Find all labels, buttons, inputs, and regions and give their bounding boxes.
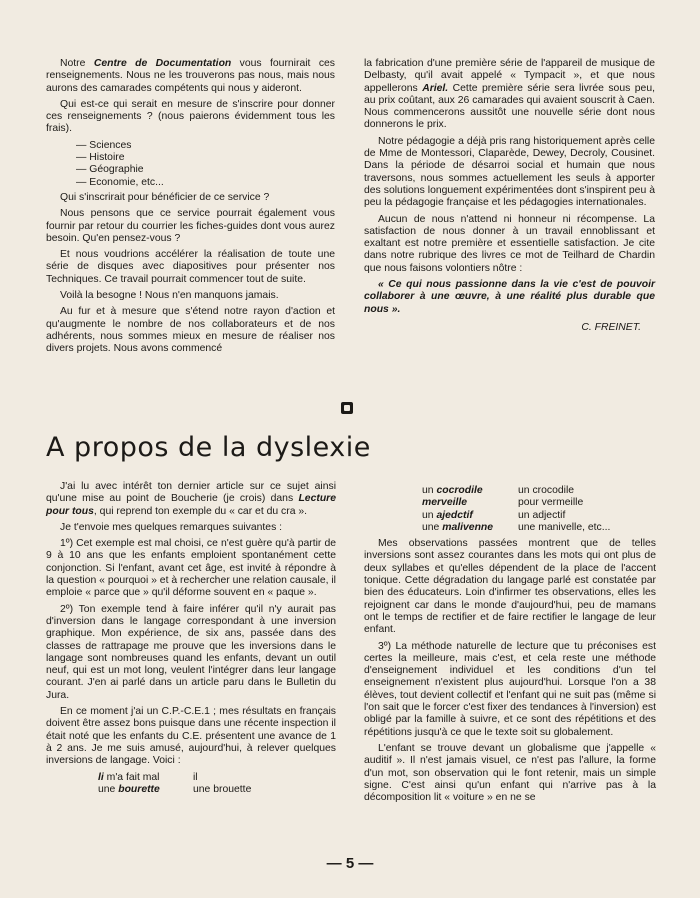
paragraph: Qui s'inscrirait pour bénéficier de ce service ? — [60, 191, 270, 203]
paragraph: Mes observations passées montrent que de telles inversions sont assez courantes dans les mots qui ont plus de deux syllabes et qu'elles dépendent de la place de l'accent tonique. Cette dégradation du langage parlé est constatée par bien des éducateurs. Loin d'infirmer tes observations, elles les rejoignent car dans le monde d'aujourd'hui, peu de mamans ont le temps de rectifier et de faire rectifier le langage de leur enfant. — [364, 538, 656, 636]
text: J'ai lu avec intérêt ton dernier article sur ce sujet ainsi qu'une mise au point de Boucherie (je crois) dans — [46, 481, 336, 505]
table-row — [422, 485, 610, 497]
table-cell — [422, 485, 518, 497]
inversion-table — [98, 772, 251, 797]
table-cell: pour vermeille — [518, 497, 584, 509]
quote: « Ce qui nous passionne dans la vie c'est de pouvoir collaborer à une œuvre, à une réalité plus durable que nous ». — [364, 279, 655, 315]
inversion-table — [422, 485, 610, 534]
table-row — [98, 772, 251, 784]
text: Notre — [60, 58, 94, 69]
table-row — [422, 522, 610, 534]
text: la fabrication d'une première série de l'appareil de musique de Delbasty, qu'il avait appelé « Tympacit », et que nous appellerons — [364, 58, 655, 94]
article1-right-column — [364, 58, 655, 334]
table-cell: il — [193, 771, 198, 783]
table-cell — [98, 772, 193, 784]
paragraph: 1º) Cet exemple est mal choisi, ce n'est guère qu'à partir de 9 à 10 ans que les enfants emploient spontanément cette conjonction. Si l'enfant, avant cet âge, est invité à répondre à la question « pourquoi » et à rechercher une relation causale, il emploie « parce que » qu'il déforme souvent en « paque ». — [46, 538, 336, 599]
table-cell — [422, 497, 518, 509]
paragraph: 2º) Ton exemple tend à faire inférer qu'il n'y aurait pas d'inversion dans le langage correspondant à une inversion graphique. Mon expérience, de six ans, passée dans des classes de rattrapage me prouve que les inversions dans le langage sont nombreuses quand les enfants, devant un outil neuf, qui est un mot long, veulent l'intégrer dans leur langage courant. J'en ai parlé dans un article paru dans le Bulletin du Jura. — [46, 603, 336, 701]
inverted-word: malivenne — [442, 521, 494, 533]
text: Cette première série sera livrée sous peu, au prix coûtant, aux 26 camarades qui avaient souscrit à Caen. Nous commencerons aussitôt une nouvelle série dont nous donnerons le prix. — [364, 82, 655, 131]
table-cell — [422, 510, 518, 522]
inverted-word: cocrodile — [436, 485, 483, 496]
page-number: — 5 — — [326, 855, 374, 872]
text: un — [422, 485, 437, 496]
article1-left-column — [46, 58, 335, 360]
paragraph — [46, 58, 335, 95]
paragraph: 3º) La méthode naturelle de lecture que tu préconises est certes la meilleure, mais c'est, et cela reste une méthode d'enseignement individuel et les conditions d'un tel enseignement n'existent plus aujourd'hui. Lorsque l'on a 38 élèves, tout devient collectif et l'enfant qui ne suit pas (même si l'on sait que le forcer c'est fixer des tendances à l'inversion) est obligé par la famille à suivre, et ce sont des répétitions et des répétitions jusqu'à ce que le texte soit su globalement. — [364, 640, 656, 738]
list-item: — Histoire — [76, 152, 125, 164]
paragraph: Nous pensons que ce service pourrait également vous fournir par retour du courrier les fiches-guides dont vous aurez besoin. Qu'en pensez-vous ? — [46, 208, 335, 244]
paragraph: Qui est-ce qui serait en mesure de s'inscrire pour donner ces renseignements ? (nous paierons évidemment tous les frais). — [46, 98, 335, 135]
article2-left-column — [46, 481, 336, 800]
paragraph: Au fur et à mesure que s'étend notre rayon d'action et qu'augmente le nombre de nos collaborateurs et de nos adhérents, nous sommes mieux en mesure de réaliser nos divers projets. Nous avons commencé — [46, 306, 335, 355]
text: un — [422, 509, 437, 521]
inverted-word: ajedctif — [436, 509, 473, 521]
table-cell: un crocodile — [518, 485, 575, 496]
emphasis-text: Lecture pour tous — [46, 493, 336, 517]
text: une — [422, 521, 443, 533]
list-item: — Sciences — [76, 139, 132, 151]
text: m'a fait mal — [103, 771, 160, 783]
inverted-word: bourette — [118, 783, 160, 795]
article2-right-column — [364, 483, 656, 808]
paragraph: En ce moment j'ai un C.P.-C.E.1 ; mes résultats en français doivent être assez bons puisque dans une récente inspection il était noté que les enfants du C.E. présentent une avance de 1 à 2 ans. Je me suis amusé, aujourd'hui, à relever quelques inversions de langage. Voici : — [46, 706, 336, 767]
subject-list — [46, 140, 335, 189]
paragraph: L'enfant se trouve devant un globalisme que j'appelle « auditif ». Il n'est jamais visuel, ce n'est pas l'allure, la forme d'un mot, son observation qui le font retenir, mais un simple signe. C'est ainsi qu'un enfant qui n'arrive pas à la décomposition lit « voiture » en ne se — [364, 742, 656, 804]
list-item: — Economie, etc... — [76, 176, 164, 188]
table-row — [422, 497, 610, 509]
list-item: — Géographie — [76, 164, 144, 176]
paragraph: Voilà la besogne ! Nous n'en manquons jamais. — [60, 290, 279, 302]
table-cell: une manivelle, etc... — [518, 521, 611, 533]
section-separator-icon — [341, 402, 353, 414]
signature: C. FREINET. — [581, 321, 641, 333]
text: vous fournirait ces renseignements. Nous ne les trouverons pas nous, mais nous aurons des camarades compétents qui nous y aideront. — [46, 58, 335, 94]
paragraph: Et nous voudrions accélérer la réalisation de toute une série de disques avec diapositives pour présenter nos Techniques. Ce travail pourrait commencer tout de suite. — [46, 249, 335, 285]
paragraph: Aucun de nous n'attend ni honneur ni récompense. La satisfaction de nous donner à un travail ennoblissant et exaltant est notre première et essentielle satisfaction. Je cite dans notre rubrique des livres ce mot de Teilhard de Chardin que nous faisons volontiers nôtre : — [364, 213, 655, 274]
paragraph — [364, 58, 655, 132]
emphasis-text: Centre de Documentation — [93, 58, 232, 69]
table-cell — [422, 522, 518, 534]
table-cell: une brouette — [193, 783, 252, 795]
paragraph — [46, 481, 336, 518]
paragraph: Je t'envoie mes quelques remarques suivantes : — [60, 521, 283, 533]
article-title: A propos de la dyslexie — [46, 432, 371, 463]
table-row — [422, 510, 610, 522]
table-cell — [98, 784, 193, 796]
table-cell: un adjectif — [518, 509, 566, 521]
text: une — [98, 783, 119, 795]
text: , qui reprend ton exemple du « car et du cra ». — [93, 505, 308, 517]
emphasis-text: Ariel. — [422, 82, 449, 94]
inverted-word: li — [98, 771, 104, 783]
inverted-word: merveille — [422, 497, 468, 509]
paragraph: Notre pédagogie a déjà pris rang historiquement après celle de Mme de Montessori, Claparède, Dewey, Decroly, Cousinet. Dans la période de désarroi social et humain que nous traversons, nous sommes actuellement les seuls à apporter des solutions longuement expérimentées dont s'inspirent peu à peu la pédagogie française et les pédagogies internationales. — [364, 135, 655, 209]
table-row — [98, 784, 251, 796]
